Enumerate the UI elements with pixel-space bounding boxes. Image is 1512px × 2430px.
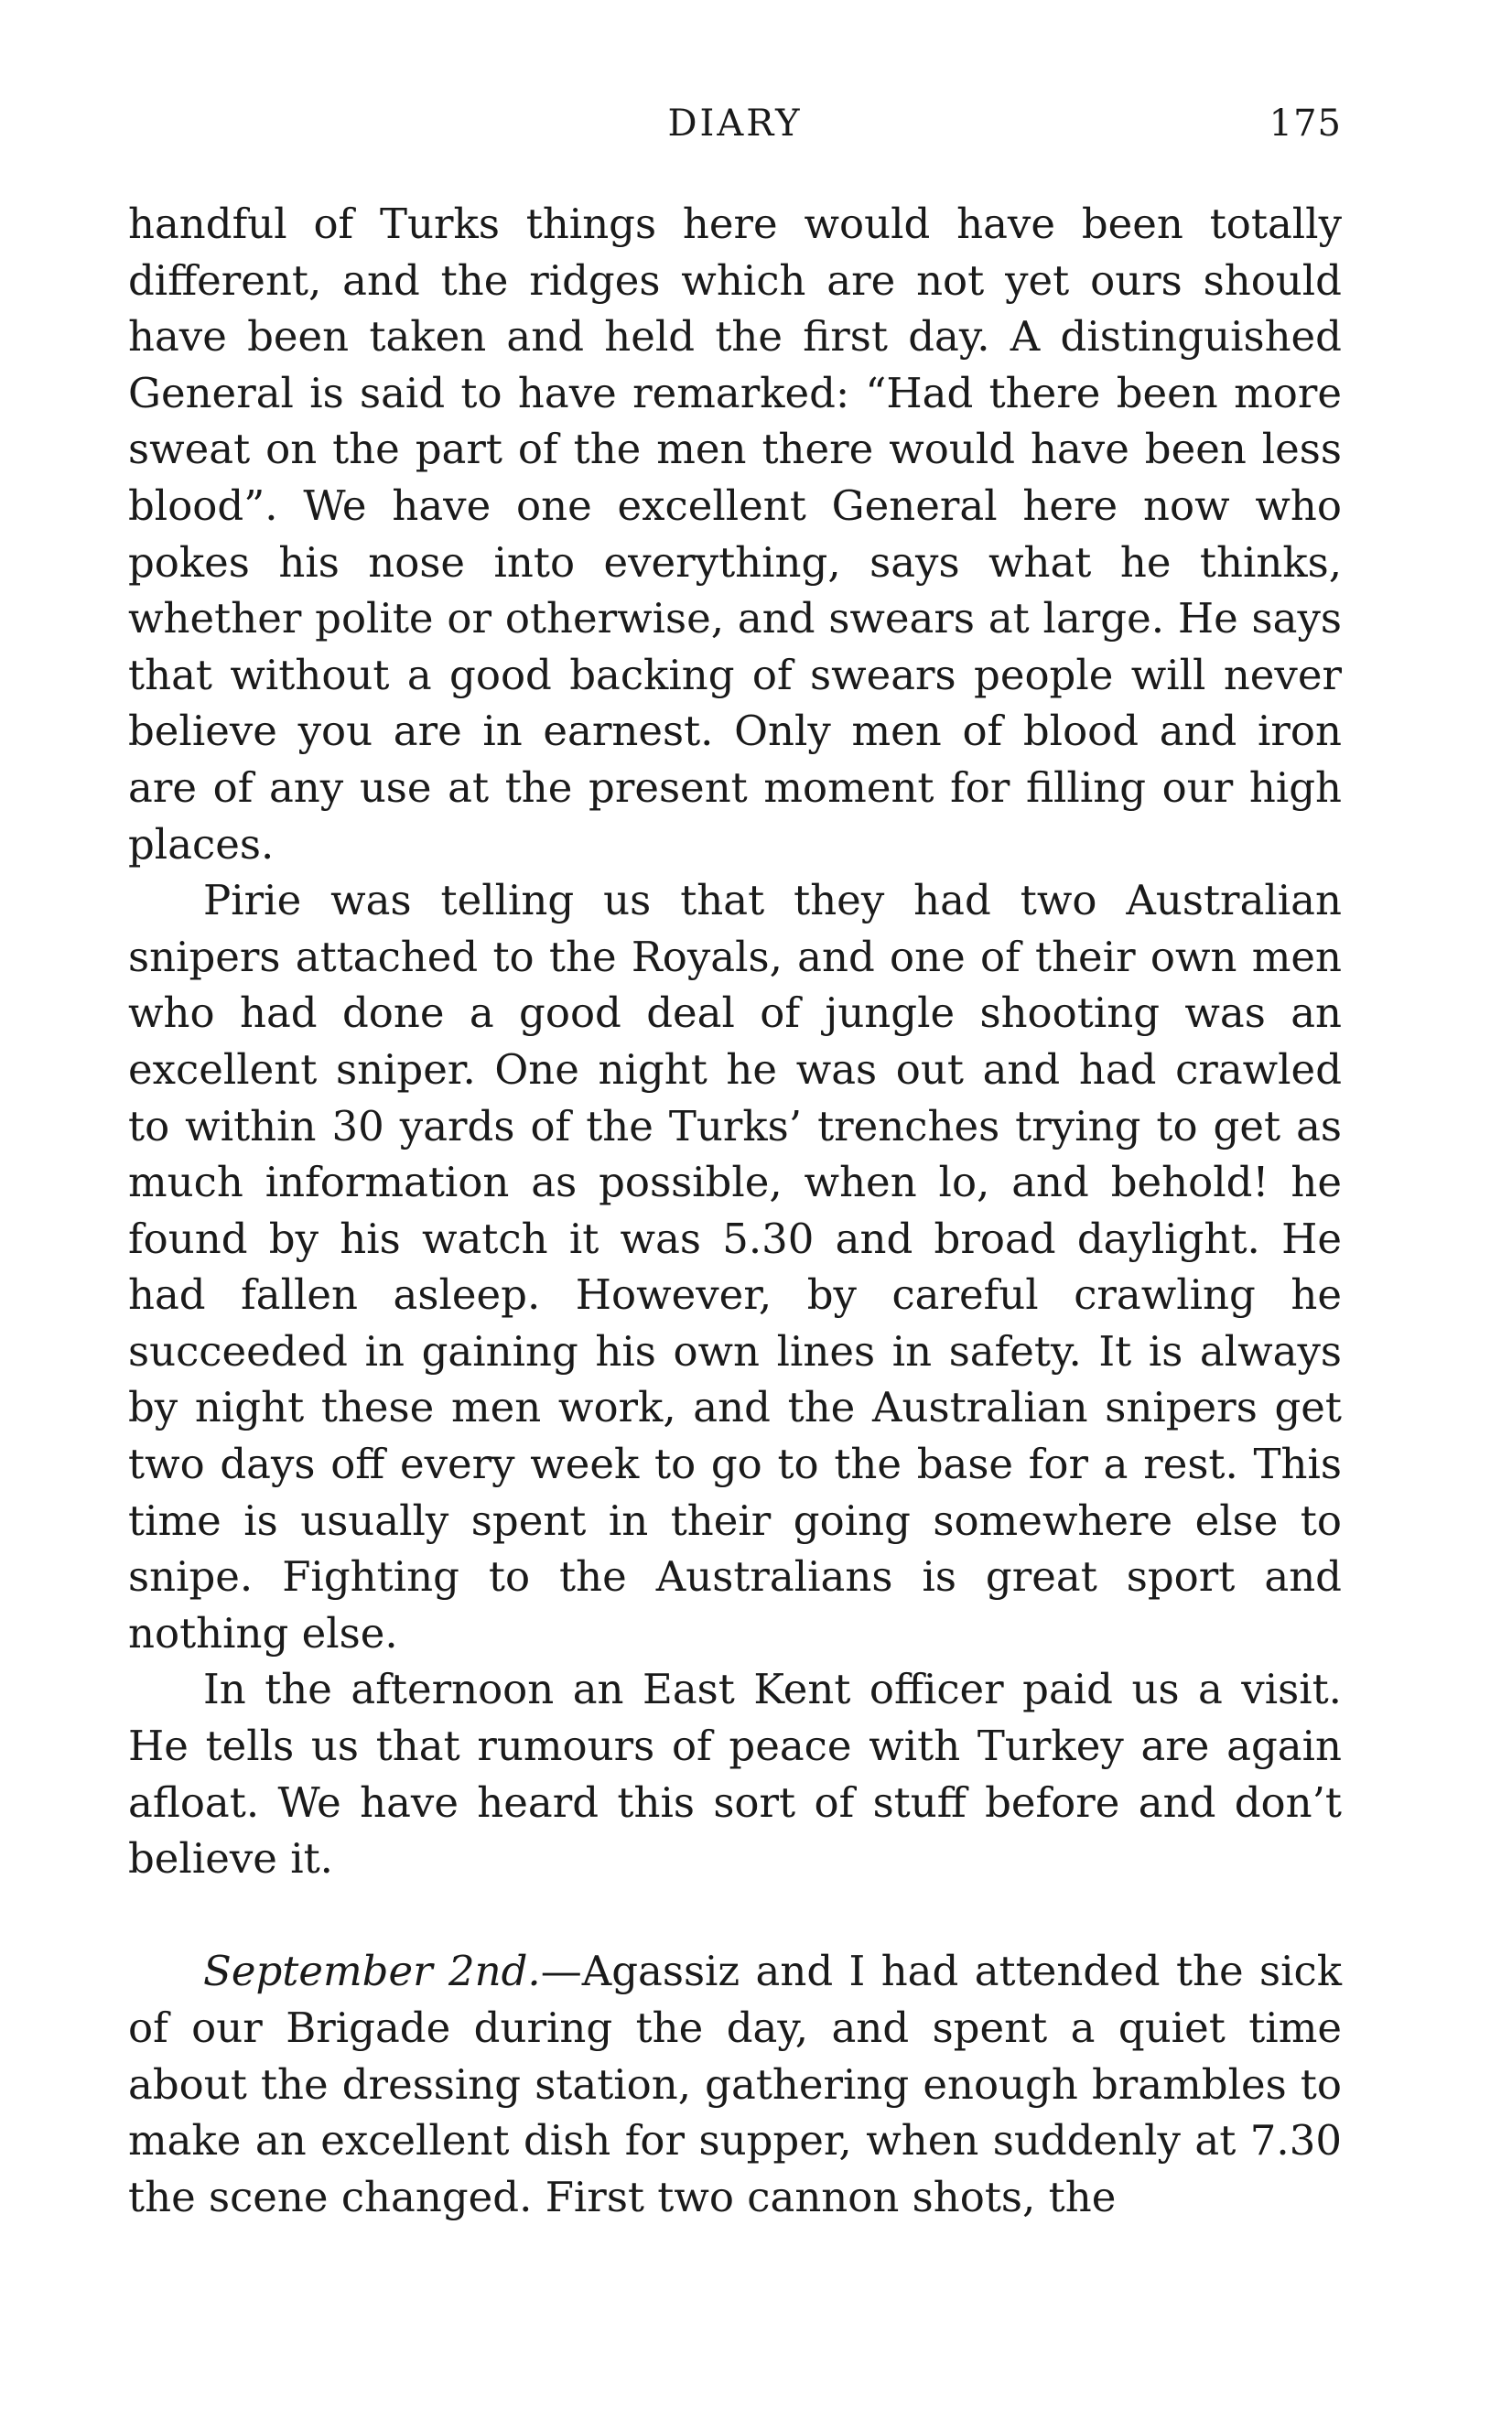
page-header [128,103,1342,157]
paragraph-afternoon: In the afternoon an East Kent officer paid us a visit. He tells us that rumours of peace with Turkey are again afloat. We have heard this sort of stuff before and don’t believe it. [128,1665,1342,1884]
entry-text: —Agassiz and I had attended the sick of our Brigade during the day, and spent a quiet time about the dressing station, gathering enough brambles to make an excellent dish for supper, when suddenly at 7.30 the scene changed. First two cannon shots, the [128,1947,1342,2221]
running-head: DIARY [667,103,803,145]
diary-entry [128,1943,1342,2225]
body-text [128,196,1342,2225]
paragraph-pirie: Pirie was telling us that they had two Australian snipers attached to the Royals, and one of their own men who had done a good deal of jungle shooting was an excellent sniper. One night he was out and had crawled to within 30 yards of the Turks’ trenches trying to get as much information as possible, when lo, and behold! he found by his watch it was 5.30 and broad daylight. He had fallen asleep. However, by careful crawling he succeeded in gaining his own lines in safety. It is always by night these men work, and the Australian snipers get two days off every week to go to the base for a rest. This time is usually spent in their going somewhere else to snipe. Fighting to the Australians is great sport and nothing else. [128,876,1342,1658]
paragraph-continued: handful of Turks things here would have been totally different, and the ridges which are not yet ours should have been taken and held the first day. A distinguished General is said to have remarked: “Had there been more sweat on the part of the men there would have been less blood”. We have one excellent General here now who pokes his nose into everything, says what he thinks, whether polite or otherwise, and swears at large. He says that without a good backing of swears people will never believe you are in earnest. Only men of blood and iron are of any use at the present moment for filling our high places. [128,200,1342,869]
entry-date: September 2nd. [203,1947,541,1996]
page-number: 175 [1269,103,1342,145]
